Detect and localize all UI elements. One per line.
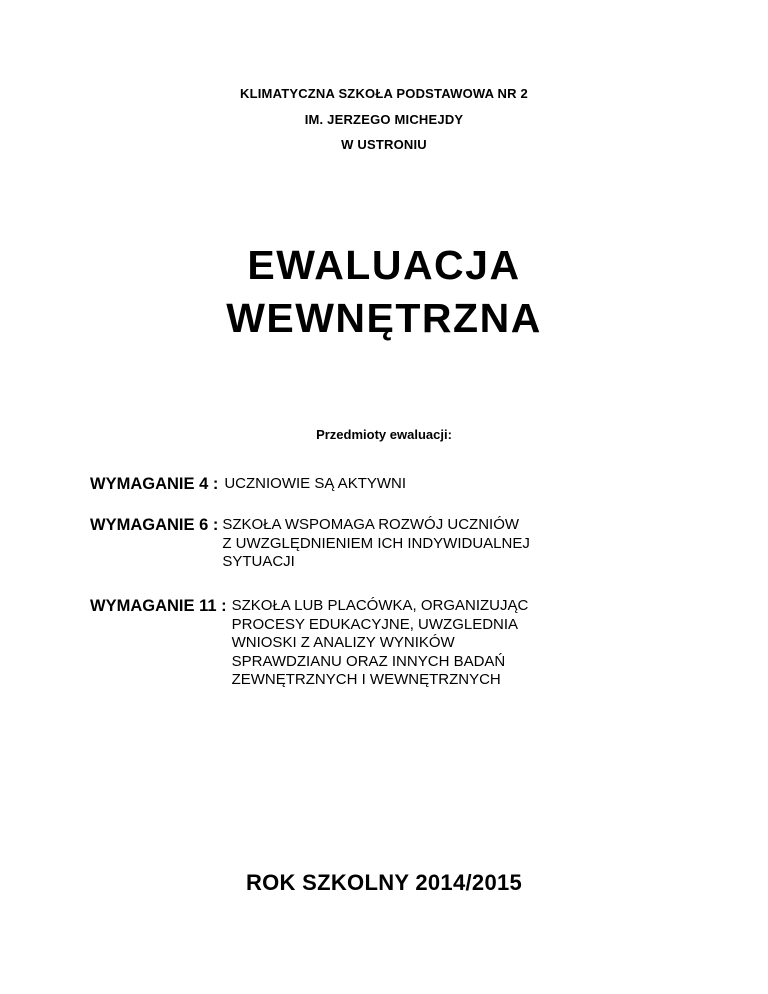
requirement-11-line-1: SZKOŁA LUB PLACÓWKA, ORGANIZUJĄC	[231, 597, 529, 614]
requirement-4-description	[224, 474, 406, 494]
requirement-4-label: WYMAGANIE 4 :	[90, 475, 219, 493]
requirement-11-description	[232, 596, 529, 690]
requirement-6-line-3: SYTUACJI	[222, 553, 295, 570]
requirement-6-description	[222, 515, 530, 572]
school-year: ROK SZKOLNY 2014/2015	[245, 870, 523, 895]
requirement-11	[90, 596, 528, 690]
school-name-line-2: IM. JERZEGO MICHEJDY	[304, 112, 464, 127]
requirement-11-label: WYMAGANIE 11 :	[90, 597, 227, 615]
document-title-line-1: EWALUACJA	[247, 242, 521, 288]
evaluation-subjects-heading: Przedmioty ewaluacji:	[316, 427, 452, 442]
requirement-6	[90, 515, 530, 572]
document-title-line-2: WEWNĘTRZNA	[226, 295, 542, 341]
school-location-line: W USTRONIU	[341, 137, 427, 152]
requirement-4	[90, 474, 406, 494]
requirement-6-label: WYMAGANIE 6 :	[90, 516, 219, 534]
school-name-line-1: KLIMATYCZNA SZKOŁA PODSTAWOWA NR 2	[240, 86, 528, 101]
requirement-11-line-5: ZEWNĘTRZNYCH I WEWNĘTRZNYCH	[231, 671, 501, 688]
requirement-4-line-1: UCZNIOWIE SĄ AKTYWNI	[224, 475, 407, 492]
requirement-6-line-1: SZKOŁA WSPOMAGA ROZWÓJ UCZNIÓW	[222, 516, 520, 533]
requirement-11-line-4: SPRAWDZIANU ORAZ INNYCH BADAŃ	[231, 652, 506, 670]
requirement-11-line-2: PROCESY EDUKACYJNE, UWZGLEDNIA	[231, 615, 519, 633]
requirement-6-line-2: Z UWZGLĘDNIENIEM ICH INDYWIDUALNEJ	[222, 534, 530, 552]
requirement-11-line-3: WNIOSKI Z ANALIZY WYNIKÓW	[231, 634, 455, 651]
